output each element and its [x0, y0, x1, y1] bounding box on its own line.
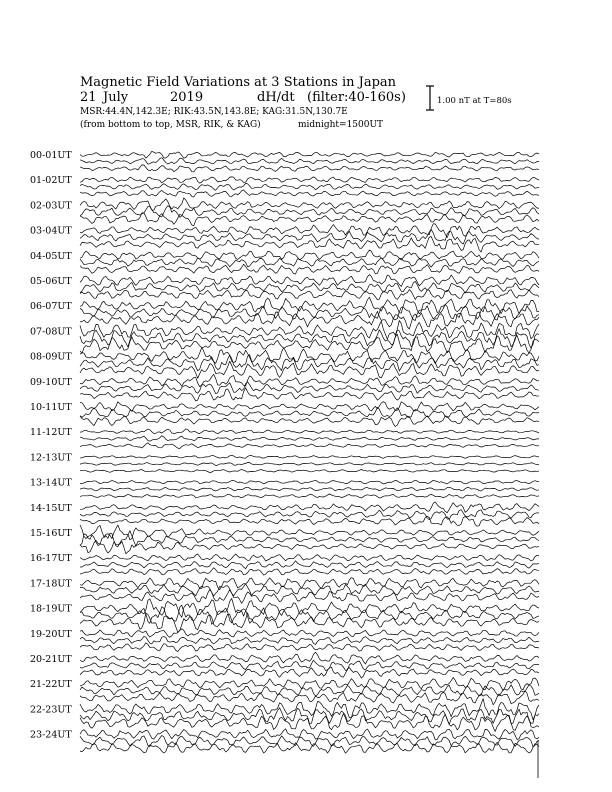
hour-label: 20-21UT — [30, 654, 72, 665]
trace-msr — [80, 290, 539, 300]
trace-rik — [80, 685, 539, 696]
trace-msr — [80, 190, 539, 197]
trace-kag — [80, 250, 539, 260]
trace-rik — [80, 183, 539, 190]
trace-rik — [80, 206, 539, 218]
trace-kag — [80, 599, 539, 618]
trace-msr — [80, 416, 539, 427]
trace-kag — [80, 629, 539, 638]
trace-rik — [80, 382, 539, 394]
quantity-label: dH/dt — [257, 90, 295, 105]
trace-msr — [80, 264, 539, 274]
filter-label: (filter:40-160s) — [307, 90, 406, 105]
date-month: July — [103, 90, 129, 105]
trace-msr — [80, 388, 539, 401]
hour-label: 09-10UT — [30, 376, 72, 388]
hour-label: 22-23UT — [30, 704, 72, 716]
trace-rik — [80, 736, 539, 747]
trace-kag — [80, 348, 539, 364]
trace-rik — [80, 463, 539, 466]
trace-msr — [80, 667, 539, 678]
trace-rik — [80, 531, 539, 547]
trace-rik — [80, 258, 539, 267]
trace-kag — [80, 198, 539, 210]
hour-label: 03-04UT — [30, 225, 72, 237]
trace-kag — [80, 480, 539, 484]
trace-msr — [80, 590, 539, 604]
hour-label: 12-13UT — [30, 452, 72, 464]
hour-label: 16-17UT — [30, 553, 72, 565]
trace-msr — [80, 469, 539, 472]
scale-bar — [426, 86, 512, 110]
trace-kag — [80, 578, 539, 590]
hour-label: 08-09UT — [30, 351, 72, 363]
trace-kag — [80, 429, 539, 434]
trace-kag — [80, 699, 539, 720]
trace-rik — [80, 605, 539, 624]
trace-kag — [80, 652, 539, 664]
trace-rik — [80, 510, 539, 520]
trace-kag — [80, 374, 539, 386]
trace-msr — [80, 568, 539, 575]
date-year: 2019 — [170, 90, 204, 105]
trace-msr — [80, 494, 539, 498]
trace-kag — [80, 677, 539, 690]
midnight-note: midnight=1500UT — [298, 120, 384, 130]
hour-label: 23-24UT — [30, 729, 72, 741]
trace-msr — [80, 213, 539, 226]
hour-label: 04-05UT — [30, 250, 72, 262]
trace-msr — [80, 540, 539, 553]
trace-kag — [80, 729, 539, 740]
trace-rik — [80, 487, 539, 491]
trace-msr — [80, 691, 539, 705]
trace-rik — [80, 636, 539, 644]
trace-rik — [80, 436, 539, 442]
trace-rik — [80, 158, 539, 164]
trace-kag — [80, 177, 539, 183]
chart-title: Magnetic Field Variations at 3 Stations in Japan — [80, 75, 397, 90]
trace-msr — [80, 165, 539, 172]
hour-label: 01-02UT — [30, 175, 72, 187]
hour-label: 02-03UT — [30, 200, 72, 212]
trace-rik — [80, 660, 539, 670]
trace-rik — [80, 304, 539, 320]
hour-label: 06-07UT — [30, 301, 72, 313]
trace-rik — [80, 561, 539, 569]
trace-kag — [80, 297, 539, 314]
hour-label: 10-11UT — [30, 402, 72, 413]
hour-label: 21-22UT — [30, 679, 72, 691]
hour-label: 13-14UT — [30, 477, 72, 489]
trace-kag — [80, 455, 539, 458]
hour-label: 14-15UT — [30, 502, 72, 514]
trace-msr — [80, 237, 539, 253]
trace-rik — [80, 329, 539, 348]
trace-kag — [80, 554, 539, 561]
scale-bar-label: 1.00 nT at T=80s — [437, 96, 512, 106]
hour-label: 05-06UT — [30, 276, 72, 287]
station-order-note: (from bottom to top, MSR, RIK, & KAG) — [80, 120, 261, 130]
hour-label: 11-12UT — [30, 427, 72, 439]
trace-msr — [80, 443, 539, 449]
station-coordinates: MSR:44.4N,142.3E; RIK:43.5N,143.8E; KAG:31.5N,130.7E — [80, 107, 348, 117]
trace-rik — [80, 584, 539, 596]
trace-kag — [80, 151, 539, 158]
date-day: 21 — [80, 90, 97, 105]
hour-label: 15-16UT — [30, 528, 72, 539]
hour-label: 18-19UT — [30, 603, 72, 615]
trace-msr — [80, 742, 539, 753]
trace-msr — [80, 643, 539, 652]
trace-msr — [80, 311, 539, 329]
hour-rows — [30, 150, 539, 753]
trace-kag — [80, 402, 539, 412]
trace-msr — [80, 361, 539, 378]
hour-label: 00-01UT — [30, 150, 72, 161]
trace-kag — [80, 502, 539, 513]
hour-label: 19-20UT — [30, 628, 72, 640]
hour-label: 07-08UT — [30, 326, 72, 338]
hour-label: 17-18UT — [30, 578, 72, 590]
trace-msr — [80, 516, 539, 526]
